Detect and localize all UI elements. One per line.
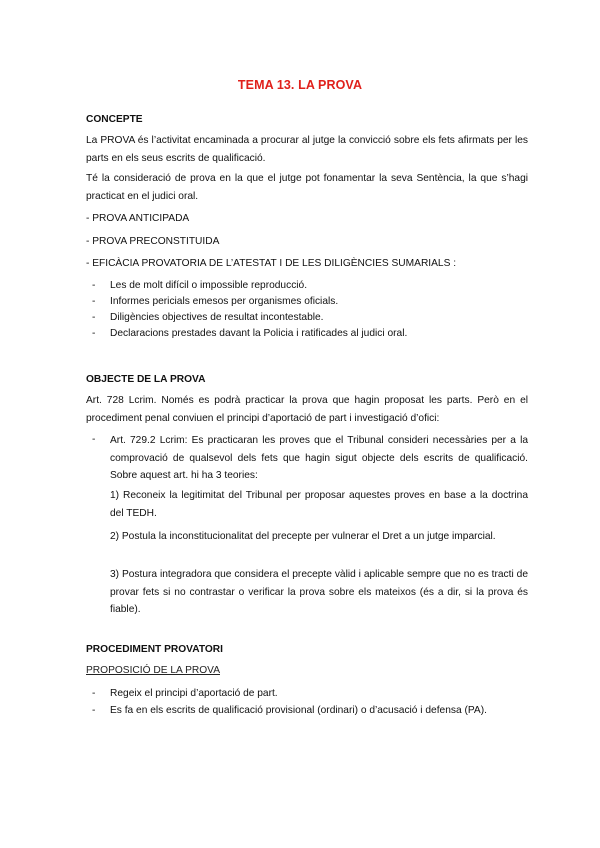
heading-procediment: PROCEDIMENT PROVATORI <box>86 644 223 655</box>
list-item: Informes pericials emesos per organismes oficials. <box>110 296 339 307</box>
item-prova-preconstituida: - PROVA PRECONSTITUIDA <box>86 236 220 247</box>
bullet-dash: - <box>92 280 96 291</box>
teoria-3: 3) Postura integradora que considera el precepte vàlid i aplicable sempre que no es tracti de provar fets si no contrastar o verificar la prova sobre els mateixos (és a dir, si la prova és fiable). <box>110 569 528 615</box>
list-item: Declaracions prestades davant la Policia i ratificades al judici oral. <box>110 328 408 339</box>
list-item: Diligències objectives de resultat incontestable. <box>110 312 324 323</box>
document-title: TEMA 13. LA PROVA <box>237 78 363 92</box>
bullet-dash: - <box>92 688 96 699</box>
subheading-proposicio: PROPOSICIÓ DE LA PROVA <box>86 665 220 676</box>
heading-objecte: OBJECTE DE LA PROVA <box>86 374 206 385</box>
list-item: Les de molt difícil o impossible reproducció. <box>110 280 308 291</box>
item-prova-anticipada: - PROVA ANTICIPADA <box>86 213 190 224</box>
item-eficacia-provatoria: - EFICÀCIA PROVATORIA DE L’ATESTAT I DE LES DILIGÈNCIES SUMARIALS : <box>86 258 457 269</box>
bullet-dash: - <box>92 328 96 339</box>
list-item: Es fa en els escrits de qualificació provisional (ordinari) o d’acusació i defensa (PA). <box>110 705 487 716</box>
teoria-1: 1) Reconeix la legitimitat del Tribunal per proposar aquestes proves en base a la doctrina del TEDH. <box>110 490 528 519</box>
bullet-dash: - <box>92 705 96 716</box>
bullet-dash: - <box>92 296 96 307</box>
objecte-bullet-art-729: Art. 729.2 Lcrim: Es practicaran les proves que el Tribunal consideri necessàries per a la comprovació de qualsevol dels fets que hagin sigut objecte dels escrits de qualificació. Sobre aquest art. hi ha 3 teories: <box>110 435 528 481</box>
heading-concepte: CONCEPTE <box>86 114 143 125</box>
concepte-paragraph-2: Té la consideració de prova en la que el jutge pot fonamentar la seva Sentència, la que s’hagi practicat en el judici oral. <box>86 173 528 202</box>
bullet-dash: - <box>92 312 96 323</box>
teoria-2: 2) Postula la inconstitucionalitat del precepte per vulnerar el Dret a un jutge imparcial. <box>110 531 496 542</box>
list-item: Regeix el principi d’aportació de part. <box>110 688 278 699</box>
objecte-paragraph: Art. 728 Lcrim. Només es podrà practicar la prova que hagin proposat les parts. Però en el procediment penal conviuen el principi d’aportació de part i investigació d’ofici: <box>86 395 528 424</box>
bullet-dash: - <box>92 434 96 445</box>
concepte-paragraph-1: La PROVA és l’activitat encaminada a procurar al jutge la convicció sobre els fets afirmats per les parts en els seus escrits de qualificació. <box>86 135 528 164</box>
